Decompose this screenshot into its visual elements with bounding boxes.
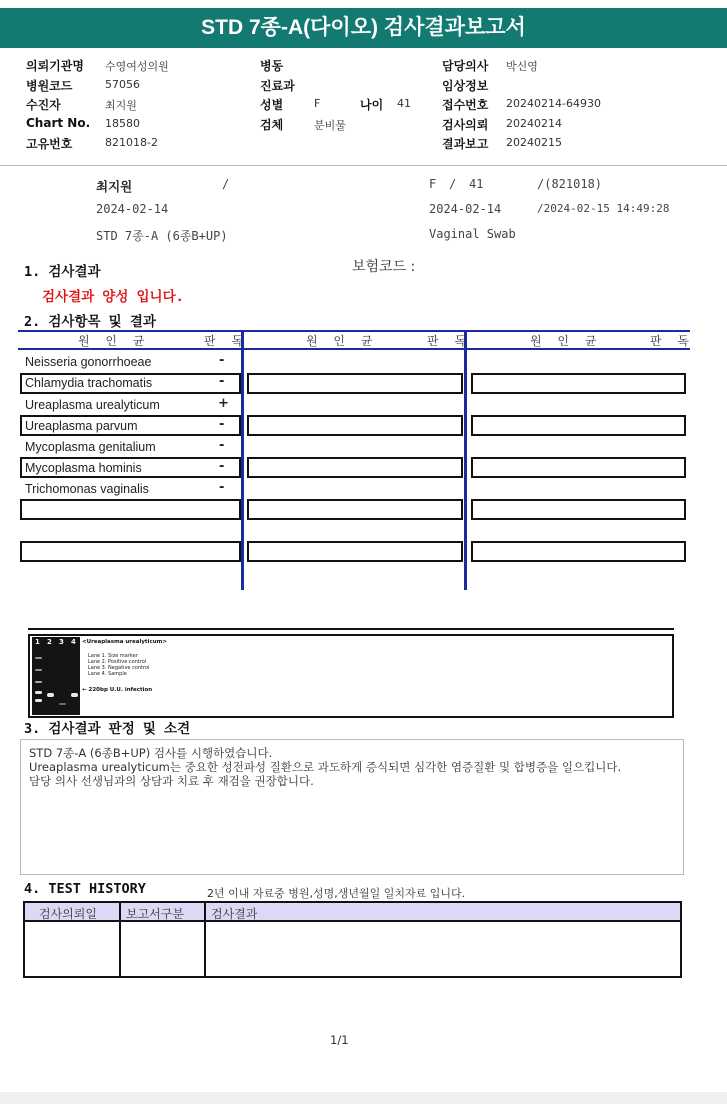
history-divider bbox=[204, 903, 206, 976]
info-label: 고유번호 bbox=[26, 137, 73, 151]
patient-slash-2: / bbox=[449, 177, 457, 191]
info-label: 임상정보 bbox=[442, 78, 489, 93]
col-header-organism-1: 원 인 균 bbox=[78, 334, 151, 348]
col-header-judge-1: 판 독 bbox=[204, 334, 249, 348]
history-divider bbox=[119, 903, 121, 976]
row-box bbox=[471, 457, 686, 478]
gel-band bbox=[35, 699, 42, 702]
col-header-judge-3: 판 독 bbox=[650, 334, 695, 348]
lane-number: 1 bbox=[35, 638, 40, 646]
specimen: Vaginal Swab bbox=[429, 227, 516, 241]
test-name: STD 7종-A (6종B+UP) bbox=[96, 229, 228, 243]
bottom-bar bbox=[0, 1092, 727, 1104]
figure-legend: Lane 3. Negative control bbox=[88, 665, 150, 671]
age-value: 41 bbox=[397, 97, 411, 110]
info-label: 결과보고 bbox=[442, 137, 489, 151]
gel-band bbox=[35, 681, 42, 683]
gel-band bbox=[47, 693, 54, 697]
row-box bbox=[247, 499, 463, 520]
info-label: 접수번호 bbox=[442, 98, 489, 112]
info-label: 진료과 bbox=[260, 78, 295, 93]
col-header-organism-2: 원 인 균 bbox=[306, 334, 379, 348]
info-value: 박신영 bbox=[506, 60, 538, 73]
gel-band bbox=[59, 703, 66, 705]
info-label: 검사의뢰 bbox=[442, 117, 489, 132]
report-title: STD 7종-A(다이오) 검사결과보고서 bbox=[0, 8, 727, 48]
patient-age: 41 bbox=[469, 177, 484, 191]
gel-band bbox=[71, 693, 78, 697]
item-result: - bbox=[219, 480, 225, 495]
item-name: Trichomonas vaginalis bbox=[25, 482, 149, 496]
item-name: Mycoplasma hominis bbox=[25, 461, 142, 475]
item-result: - bbox=[219, 417, 225, 432]
col-header-organism-3: 원 인 균 bbox=[530, 334, 603, 348]
history-header-row bbox=[25, 903, 680, 922]
comment-line: 담당 의사 선생님과의 상담과 치료 후 재검을 권장합니다. bbox=[29, 774, 314, 788]
info-label: 담당의사 bbox=[442, 59, 489, 73]
row-box bbox=[247, 541, 463, 562]
request-date: 2024-02-14 bbox=[96, 202, 169, 216]
figure-legend: Lane 4. Sample bbox=[88, 671, 127, 677]
grid-divider-1 bbox=[241, 330, 244, 590]
info-label: 의뢰기관명 bbox=[26, 59, 84, 73]
info-value: 57056 bbox=[105, 77, 140, 91]
gel-image bbox=[32, 637, 80, 715]
info-value: 20240214-64930 bbox=[506, 97, 601, 110]
patient-id: /(821018) bbox=[537, 177, 603, 191]
info-value: 최지원 bbox=[105, 99, 137, 112]
info-value: 20240215 bbox=[506, 136, 562, 149]
figure-legend: Lane 1. Size marker bbox=[88, 653, 138, 659]
row-box bbox=[471, 499, 686, 520]
figure-legend: Lane 2. Positive control bbox=[88, 659, 147, 665]
report-time: /2024-02-15 14:49:28 bbox=[537, 202, 670, 215]
figure-top-rule bbox=[28, 628, 674, 630]
figure-arrow-label: ← 220bp U.U. infection bbox=[82, 687, 153, 693]
insurance-code-label: 보험코드 : bbox=[352, 259, 416, 275]
section-1-heading: 1. 검사결과 bbox=[24, 264, 101, 280]
col-header-judge-2: 판 독 bbox=[427, 334, 472, 348]
lane-number: 2 bbox=[47, 638, 52, 646]
history-col-result: 검사결과 bbox=[211, 907, 258, 921]
info-label: Chart No. bbox=[26, 115, 91, 130]
result-summary: 검사결과 양성 입니다. bbox=[42, 289, 184, 305]
comment-line: STD 7종-A (6종B+UP) 검사를 시행하였습니다. bbox=[29, 746, 273, 760]
info-value: 821018-2 bbox=[105, 136, 158, 149]
info-label: 수진자 bbox=[26, 98, 61, 112]
gel-band bbox=[35, 657, 42, 659]
history-col-type: 보고서구분 bbox=[126, 907, 184, 921]
item-result: - bbox=[219, 438, 225, 453]
info-value: 수영여성의원 bbox=[105, 60, 169, 73]
receipt-date: 2024-02-14 bbox=[429, 202, 502, 216]
grid-divider-2 bbox=[464, 330, 467, 590]
item-name: Neisseria gonorrhoeae bbox=[25, 355, 152, 369]
info-value: 분비물 bbox=[314, 118, 346, 132]
info-label: 병동 bbox=[260, 59, 284, 73]
info-label: 검체 bbox=[260, 117, 284, 132]
row-box bbox=[247, 457, 463, 478]
row-box bbox=[471, 415, 686, 436]
history-table bbox=[23, 901, 682, 978]
gel-band bbox=[35, 691, 42, 694]
info-label: 성별 bbox=[260, 98, 284, 112]
lane-number: 3 bbox=[59, 638, 64, 646]
figure-title: <Ureaplasma urealyticum> bbox=[82, 639, 167, 645]
info-value: 20240214 bbox=[506, 116, 562, 130]
item-name-positive: Ureaplasma urealyticum bbox=[25, 398, 160, 412]
item-result: - bbox=[219, 353, 225, 368]
row-box bbox=[247, 373, 463, 394]
history-note: 2년 이내 자료중 병원,성명,생년월일 일치자료 입니다. bbox=[207, 887, 466, 900]
item-result: - bbox=[219, 374, 225, 389]
row-box bbox=[20, 541, 241, 562]
section-3-heading: 3. 검사결과 판정 및 소견 bbox=[24, 721, 191, 737]
patient-slash-1: / bbox=[222, 177, 230, 191]
lane-number: 4 bbox=[71, 638, 76, 646]
row-box bbox=[247, 415, 463, 436]
item-result-positive: + bbox=[218, 396, 229, 411]
history-col-date: 검사의뢰일 bbox=[39, 907, 97, 921]
section-2-heading: 2. 검사항목 및 결과 bbox=[24, 314, 156, 330]
patient-sex: F bbox=[429, 177, 437, 191]
info-value: F bbox=[314, 97, 321, 110]
patient-name: 최지원 bbox=[96, 179, 133, 194]
comment-box bbox=[20, 739, 684, 875]
comment-line: Ureaplasma urealyticum는 중요한 성전파성 질환으로 과도하게 증식되면 심각한 염증질환 및 합병증을 일으킵니다. bbox=[29, 760, 622, 774]
item-name: Chlamydia trachomatis bbox=[25, 376, 153, 390]
age-label: 나이 bbox=[360, 98, 384, 112]
info-value: 18580 bbox=[105, 116, 140, 130]
item-result: - bbox=[219, 459, 225, 474]
row-box bbox=[471, 541, 686, 562]
header-divider bbox=[0, 165, 727, 166]
gel-band bbox=[35, 669, 42, 671]
section-4-heading: 4. TEST HISTORY bbox=[24, 881, 146, 897]
page-number: 1/1 bbox=[330, 1033, 349, 1047]
item-name: Mycoplasma genitalium bbox=[25, 440, 156, 454]
row-box bbox=[471, 373, 686, 394]
item-name: Ureaplasma parvum bbox=[25, 419, 138, 433]
row-box bbox=[20, 499, 241, 520]
info-label: 병원코드 bbox=[26, 78, 73, 93]
